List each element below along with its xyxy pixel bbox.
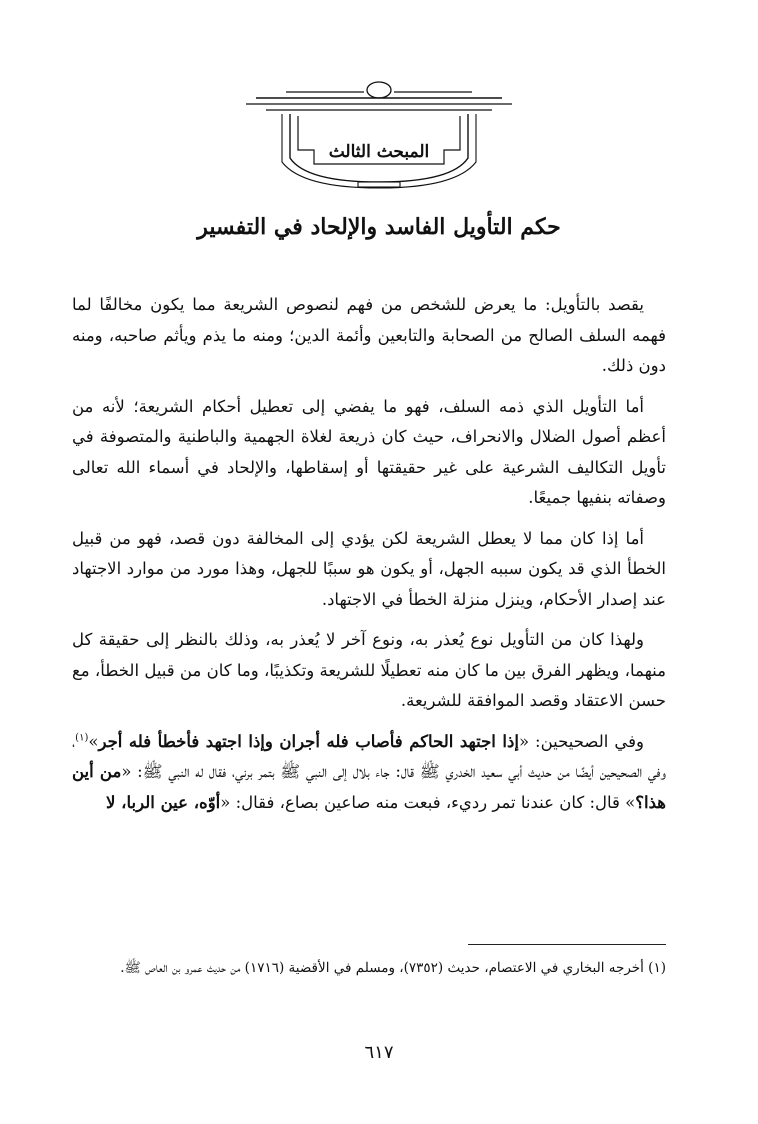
paragraph-2: أما التأويل الذي ذمه السلف، فهو ما يفضي إلى تعطيل أحكام الشريعة؛ لأنه من أعظم أصول الضلال والانحراف، حيث كان ذريعة لغلاة الجهمية والباطنية والمتصوفة في تأويل التكاليف الشرعية على غير حقيقتها أو إسقاطها، والإلحاد في أسماء الله تعالى وصفاته بنفيها جميعًا. [72, 396, 666, 507]
footnote-divider [468, 944, 666, 945]
paragraph-3: أما إذا كان مما لا يعطل الشريعة لكن يؤدي إلى المخالفة دون قصد، فهو من قبيل الخطأ الذي قد يكون سببه الجهل، أو يكون هو سببًا للجهل، وهذا مورد من موارد الاجتهاد عند إصدار الأحكام، وينزل منزلة الخطأ في الاجتهاد. [72, 528, 666, 609]
paragraph-5-intro: وفي الصحيحين: « [518, 731, 644, 751]
page-number: ٦١٧ [364, 1042, 394, 1063]
footnote: (١) أخرجه البخاري في الاعتصام، حديث (٧٣٥٢)، ومسلم في الأقضية (١٧١٦) من حديث عمرو بن العاص ﷺ. [120, 960, 666, 976]
paragraph-5-narration: ، وفي الصحيحين أيضًا من حديث أبي سعيد الخدري ﷺ قال: جاء بلال إلى النبي ﷺ بتمر برني، فقال له النبي ﷺ: « [72, 731, 666, 781]
hadith-quote-3: أوّه، عين الربا، لا [106, 792, 221, 812]
section-label: المبحث الثالث [328, 142, 430, 162]
paragraph-4: ولهذا كان من التأويل نوع يُعذر به، ونوع آخر لا يُعذر به، وذلك بالنظر إلى حقيقة كل منهما، ويظهر الفرق بين ما كان منه تعطيلًا للشريعة وتكذيبًا، وما كان من قبيل الخطأ، مع حسن الاعتقاد وقصد الموافقة للشريعة. [72, 630, 666, 710]
hadith-quote-2: من أين هذا؟ [72, 762, 666, 812]
section-ornament-frame [246, 78, 512, 190]
quote-close-1: » [88, 731, 99, 751]
body-text [72, 290, 666, 818]
paragraph-5-continuation: » قال: كان عندنا تمر رديء، فبعت منه صاعين بصاع، فقال: « [220, 792, 636, 812]
page-title: حكم التأويل الفاسد والإلحاد في التفسير [197, 214, 561, 240]
paragraph-1: يقصد بالتأويل: ما يعرض للشخص من فهم لنصوص الشريعة مما يكون مخالفًا لما فهمه السلف الصالح من الصحابة والتابعين وأئمة الدين؛ ومنه ما يذم ويأثم صاحبه، ومنه دون ذلك. [72, 295, 666, 375]
footnote-marker[interactable]: (١) [75, 732, 89, 743]
hadith-quote-1: إذا اجتهد الحاكم فأصاب فله أجران وإذا اجتهد فأخطأ فله أجر [98, 731, 519, 751]
paragraph-5 [72, 727, 666, 819]
